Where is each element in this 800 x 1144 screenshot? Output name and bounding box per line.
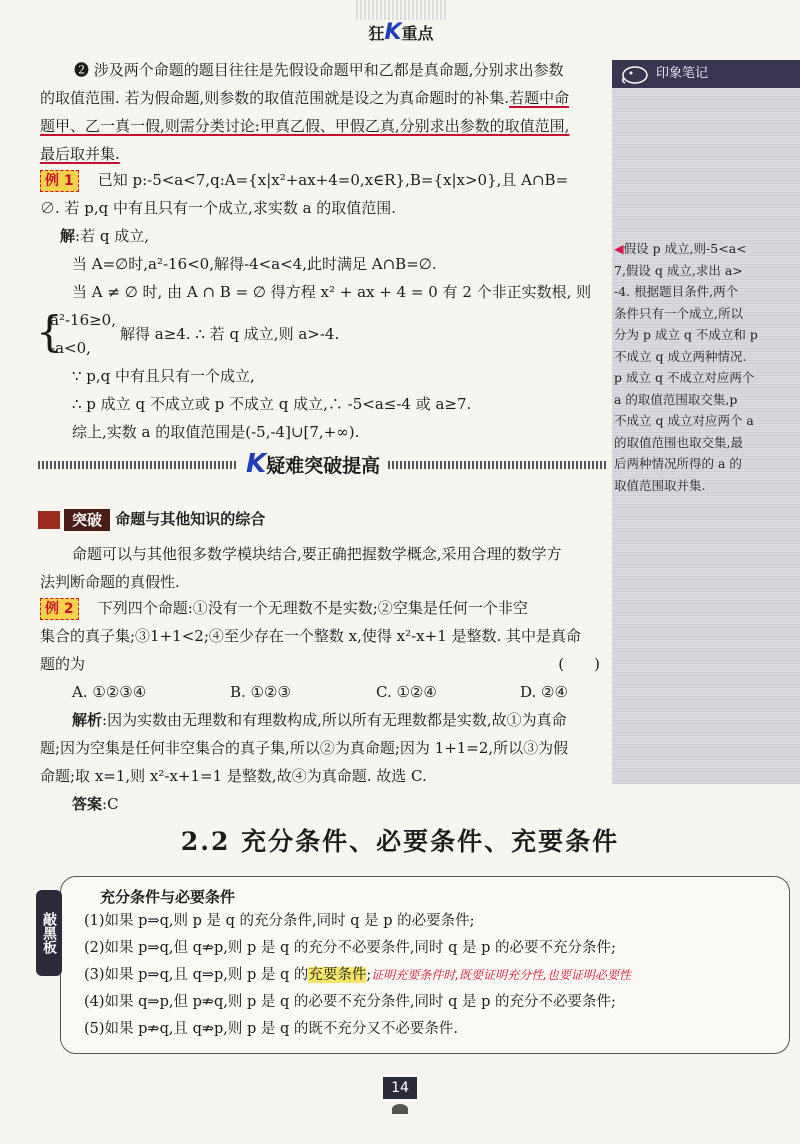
chapter-title: 2.2 充分条件、必要条件、充要条件 [180,827,620,856]
page-number: 14 [383,1077,417,1099]
elephant-icon [620,63,650,85]
rule-text: ; [366,967,372,983]
rule-item: (5)如果 p⇏q,且 q⇏p,则 p 是 q 的既不充分又不必要条件. [84,1021,459,1037]
sidebar-header [612,60,800,88]
sidebar-note [614,238,794,496]
intro-line: 涉及两个命题的题目往往是先假设命题甲和乙都是真命题,分别求出参数 [93,61,564,79]
sidebar-title: 印象笔记 [656,66,709,81]
rule-text: (3)如果 p⇒q,且 q⇒p,则 p 是 q 的 [84,967,309,983]
paragraph-line: 法判断命题的真假性. [40,573,180,591]
analysis-text: :因为实数由无理数和有理数构成,所以所有无理数都是实数,故①为真命 [102,711,567,729]
header-pattern [356,0,446,20]
solution-label: 解 [60,227,76,245]
section-title [246,449,380,479]
example-text: 题的为 [40,655,86,673]
paragraph-line: 命题可以与其他很多数学模块结合,要正确把握数学概念,采用合理的数学方 [72,545,562,563]
solution-text: 当 A=∅时,a²-16<0,解得-4<a<4,此时满足 A∩B=∅. [72,255,437,273]
example1 [36,166,610,446]
header-suffix: 重点 [401,24,434,43]
analysis-text: 命题;取 x=1,则 x²-x+1=1 是整数,故④为真命题. 故选 C. [40,767,427,785]
rule-item [84,962,784,989]
example-tag: 例 1 [40,170,79,192]
pointer-icon: ◀ [614,241,624,256]
option-a: A. ①②③④ [72,683,147,701]
note-line: -4. 根据题目条件,两个 [614,284,739,299]
note-line: 不成立 q 成立两种情况. [614,348,747,364]
intro-line: 的取值范围. 若为假命题,则参数的取值范围就是设之为真命题时的补集. [40,89,510,107]
rule-item: (1)如果 p⇒q,则 p 是 q 的充分条件,同时 q 是 p 的必要条件; [84,913,475,929]
header-title [356,20,446,45]
system-line: a²-16≥0, [50,311,116,329]
note-line: 条件只有一个成立,所以 [614,305,743,321]
note-line: p 成立 q 不成立对应两个 [614,370,755,385]
example-text: ∅. 若 p,q 中有且只有一个成立,求实数 a 的取值范围. [40,199,397,217]
underlined-text: 题甲、乙一真一假,则需分类讨论:甲真乙假、甲假乙真,分别求出参数的取值范围, [40,117,570,135]
blackboard-title: 充分条件与必要条件 [100,888,236,906]
solution-text: ∴ p 成立 q 不成立或 p 不成立 q 成立,∴ -5<a≤-4 或 a≥7. [72,395,472,413]
note-line: 分为 p 成立 q 不成立和 p [614,327,758,342]
underlined-text: 若题中命 [509,89,570,107]
note-line: 7,假设 q 成立,求出 a> [614,262,743,278]
underlined-text: 最后取并集. [40,145,120,163]
header-banner [356,0,446,46]
note-line: 取值范围取并集. [614,477,706,493]
book-icon [38,511,60,529]
blackboard-tab: 敲黑板 [36,890,62,976]
dotted-rule [388,461,608,469]
answer-label: 答案 [72,795,103,813]
analysis-text: 题;因为空集是任何非空集合的真子集,所以②为真命题;因为 1+1=2,所以③为假 [40,739,569,757]
option-b: B. ①②③ [230,683,291,701]
section-title-text: 疑难突破提高 [266,455,381,477]
note-line: 的取值范围也取交集,最 [614,434,743,450]
breakthrough-title: 命题与其他知识的综合 [115,510,266,528]
solution-text: ∵ p,q 中有且只有一个成立, [72,367,255,385]
option-d: D. ②④ [520,683,568,701]
note-line: a 的取值范围取交集,p [614,391,738,407]
bird-icon [392,1104,408,1114]
solution-text: 综上,实数 a 的取值范围是(-5,-4]∪[7,+∞). [72,423,360,441]
example-text: 已知 p:-5<a<7,q:A={x|x²+ax+4=0,x∈R},B={x|x>0},且 A∩B= [97,171,569,189]
answer-blank: ( ) [558,655,600,673]
answer-text: :C [102,795,119,813]
example-text: 集合的真子集;③1+1<2;④至少存在一个整数 x,使得 x²-x+1 是整数. 其中是真命 [40,627,582,645]
rule-item: (4)如果 q⇒p,但 p⇏q,则 p 是 q 的必要不充分条件,同时 q 是 p 的充分不必要条件; [84,994,616,1010]
dotted-rule [38,461,238,469]
example-tag: 例 2 [40,598,79,620]
note-line: 不成立 q 成立对应两个 a [614,413,754,428]
rule-item: (2)如果 p⇒q,但 q⇏p,则 p 是 q 的充分不必要条件,同时 q 是 p 的必要不充分条件; [84,940,616,956]
solution-text: :若 q 成立, [75,227,149,245]
option-c: C. ①②④ [376,683,437,701]
section-header [38,445,608,485]
section-k-logo: K [246,449,267,479]
brace: { [36,307,63,356]
note-line: 后两种情况所得的 a 的 [614,456,742,471]
circle-number: ❷ [74,61,90,79]
note-line: 假设 p 成立,则-5<a< [623,241,747,256]
example2 [40,594,610,818]
breakthrough-tag: 突破 [64,509,110,531]
solution-text: 解得 a≥4. ∴ 若 q 成立,则 a>-4. [120,325,340,343]
system-line: -a<0, [50,339,91,357]
solution-text: 当 A ≠ ∅ 时, 由 A ∩ B = ∅ 得方程 x² + ax + 4 = 0 有 2 个非正实数根, 则 [72,283,592,301]
options-row [40,678,610,706]
intro-paragraph [40,56,610,168]
header-k-logo: K [384,20,402,45]
analysis-label: 解析 [72,711,103,729]
handwritten-note: 证明充要条件时,既要证明充分性,也要证明必要性 [371,968,631,982]
highlighted-term: 充要条件 [308,967,367,983]
breakthrough-heading [38,508,265,532]
blackboard-items [84,908,784,1043]
header-prefix: 狂 [368,24,385,43]
equation-system [36,306,610,362]
breakthrough-paragraph [40,540,610,596]
example-text: 下列四个命题:①没有一个无理数不是实数;②空集是任何一个非空 [97,599,528,617]
